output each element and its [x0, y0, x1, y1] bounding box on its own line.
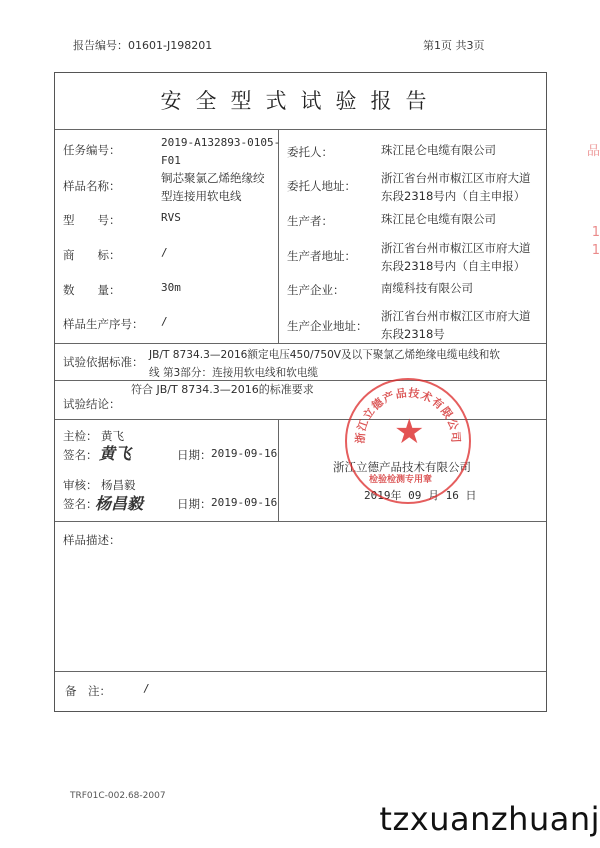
report-title: 安全型式试验报告 — [160, 89, 441, 113]
column-divider — [278, 419, 279, 521]
serial-value: / — [161, 315, 168, 328]
form-code: TRF01C-002.68-2007 — [70, 791, 166, 801]
sample-description-label: 样品描述： — [63, 533, 121, 547]
report-number: 报告编号：01601-J198201 — [73, 39, 213, 52]
enterprise-address-value: 浙江省台州市椒江区市府大道 东段2318号 — [381, 309, 531, 341]
reviewer-date: 2019-09-16 — [211, 496, 278, 509]
divider — [55, 671, 546, 672]
serial-label: 样品生产序号： — [63, 317, 144, 331]
company-seal — [345, 378, 471, 504]
seal-text: 检验检测专用章 — [369, 475, 433, 485]
divider — [55, 129, 546, 130]
enterprise-value: 南缆科技有限公司 — [381, 281, 473, 295]
edge-stamp-mark: 1 — [591, 243, 600, 258]
reviewer-signature: 杨昌毅 — [95, 494, 144, 513]
remarks-value: / — [143, 682, 150, 695]
trademark-label: 商 标： — [63, 248, 121, 262]
task-no-value: 2019-A132893-0105- F01 — [161, 136, 281, 167]
producer-label: 生产者： — [287, 214, 333, 228]
trademark-value: / — [161, 246, 168, 259]
reviewer-name: 杨昌毅 — [101, 478, 136, 492]
report-form — [54, 72, 547, 712]
sample-name-label: 样品名称： — [63, 179, 121, 193]
divider — [55, 343, 546, 344]
reviewer-date-label: 日期： — [177, 497, 212, 511]
divider — [55, 521, 546, 522]
issuer-company: 浙江立德产品技术有限公司 — [333, 460, 471, 474]
enterprise-address-label: 生产企业地址： — [287, 319, 368, 333]
edge-stamp-mark: 品 — [586, 144, 600, 159]
divider — [55, 419, 546, 420]
edge-stamp-mark: 1 — [591, 225, 600, 240]
producer-address-label: 生产者地址： — [287, 249, 356, 263]
remarks-label: 备 注： — [65, 684, 111, 698]
reviewer-sign-label: 签名： — [63, 497, 98, 511]
conclusion-label: 试验结论： — [63, 397, 121, 411]
client-address-value: 浙江省台州市椒江区市府大道 东段2318号内（自主申报） — [381, 171, 531, 203]
client-label: 委托人： — [287, 145, 333, 159]
task-no-label: 任务编号： — [63, 143, 121, 157]
conclusion-text: 符合 JB/T 8734.3—2016的标准要求 — [131, 383, 314, 396]
quantity-label: 数 量： — [63, 283, 121, 297]
inspector-sign-label: 签名： — [63, 448, 98, 462]
issue-date: 2019年 09 月 16 日 — [364, 489, 477, 502]
model-value: RVS — [161, 211, 181, 224]
sample-name-value: 铜芯聚氯乙烯绝缘绞 型连接用软电线 — [161, 171, 265, 203]
model-label: 型 号： — [63, 213, 121, 227]
producer-address-value: 浙江省台州市椒江区市府大道 东段2318号内（自主申报） — [381, 241, 531, 273]
svg-text:浙江立德产品技术有限公司: 浙江立德产品技术有限公司 — [353, 386, 463, 444]
inspector-label: 主检： — [63, 429, 98, 443]
enterprise-label: 生产企业： — [287, 283, 345, 297]
watermark: tzxuanzhuanj — [379, 800, 600, 838]
producer-value: 珠江昆仑电缆有限公司 — [381, 212, 496, 226]
inspector-name: 黄飞 — [101, 429, 124, 443]
inspector-signature: 黄飞 — [99, 444, 132, 463]
inspector-date-label: 日期： — [177, 448, 212, 462]
client-address-label: 委托人地址： — [287, 179, 356, 193]
basis-value: JB/T 8734.3—2016额定电压450/750V及以下聚氯乙烯绝缘电缆电线和软 线 第3部分：连接用软电线和软电缆 — [149, 349, 500, 379]
reviewer-label: 审核： — [63, 478, 98, 492]
quantity-value: 30m — [161, 281, 181, 294]
client-value: 珠江昆仑电缆有限公司 — [381, 143, 496, 157]
basis-label: 试验依据标准： — [63, 355, 144, 369]
page-info: 第1页 共3页 — [423, 39, 485, 52]
star-icon: ★ — [394, 412, 425, 452]
inspector-date: 2019-09-16 — [211, 447, 278, 460]
